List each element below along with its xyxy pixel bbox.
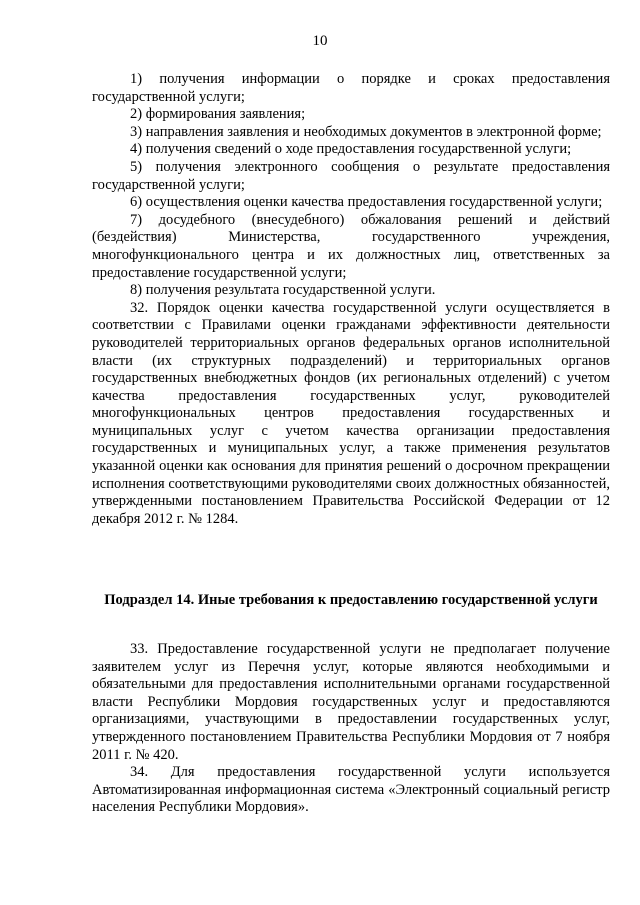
page-number: 10 <box>312 33 328 49</box>
section-2-text <box>92 641 610 817</box>
list-item-8: 8) получения результата государственной услуги. <box>130 282 436 299</box>
section-1-text <box>92 71 610 528</box>
list-item-5: 5) получения электронного сообщения о результате предоставления государственной услуги; <box>92 158 610 193</box>
list-item-3: 3) направления заявления и необходимых документов в электронной форме; <box>130 123 602 140</box>
paragraph-32: 32. Порядок оценки качества государственной услуги осуществляется в соответствии с Правилами оценки гражданами эффективности деятельности руководителей территориальных органов федеральных органов исполнительной власти (их структурных подразделений) и территориальных органов государственных внебюджетных фондов (их региональных отделений) с учетом качества предоставления государственных услуг, руководителей многофункциональных центров предоставления государственных и муниципальных услуг с учетом качества организации предоставления государственных и муниципальных услуг, а также применения результатов указанной оценки как основания для принятия решений о досрочном прекращении исполнения соответствующими руководителями своих должностных обязанностей, утвержденными постановлением Правительства Российской Федерации от 12 декабря 2012 г. № 1284. <box>92 299 610 527</box>
list-item-1: 1) получения информации о порядке и сроках предоставления государственной услуги; <box>92 71 610 105</box>
list-item-6: 6) осуществления оценки качества предоставления государственной услуги; <box>130 194 603 211</box>
list-item-4: 4) получения сведений о ходе предоставления государственной услуги; <box>130 141 572 158</box>
paragraph-34: 34. Для предоставления государственной услуги используется Автоматизированная информационная система «Электронный социальный регистр населения Республики Мордовия». <box>92 764 610 816</box>
list-item-7: 7) досудебного (внесудебного) обжалования решений и действий (бездействия) Министерства, государственного учреждения, многофункционального центра и их должностных лиц, ответственных за предоставление государственной услуги; <box>92 211 610 281</box>
paragraph-33: 33. Предоставление государственной услуги не предполагает получение заявителем услуг из Перечня услуг, которые являются необходимыми и обязательными для предоставления исполнительными органами государственной власти Республики Мордовия государственных услуг и предоставляются организациями, участвующими в предоставлении государственных услуг, утвержденного постановлением Правительства Республики Мордовия от 7 ноября 2011 г. № 420. <box>92 641 610 763</box>
subsection-heading: Подраздел 14. Иные требования к предоставлению государственной услуги <box>104 592 598 608</box>
list-item-2: 2) формирования заявления; <box>130 106 306 123</box>
